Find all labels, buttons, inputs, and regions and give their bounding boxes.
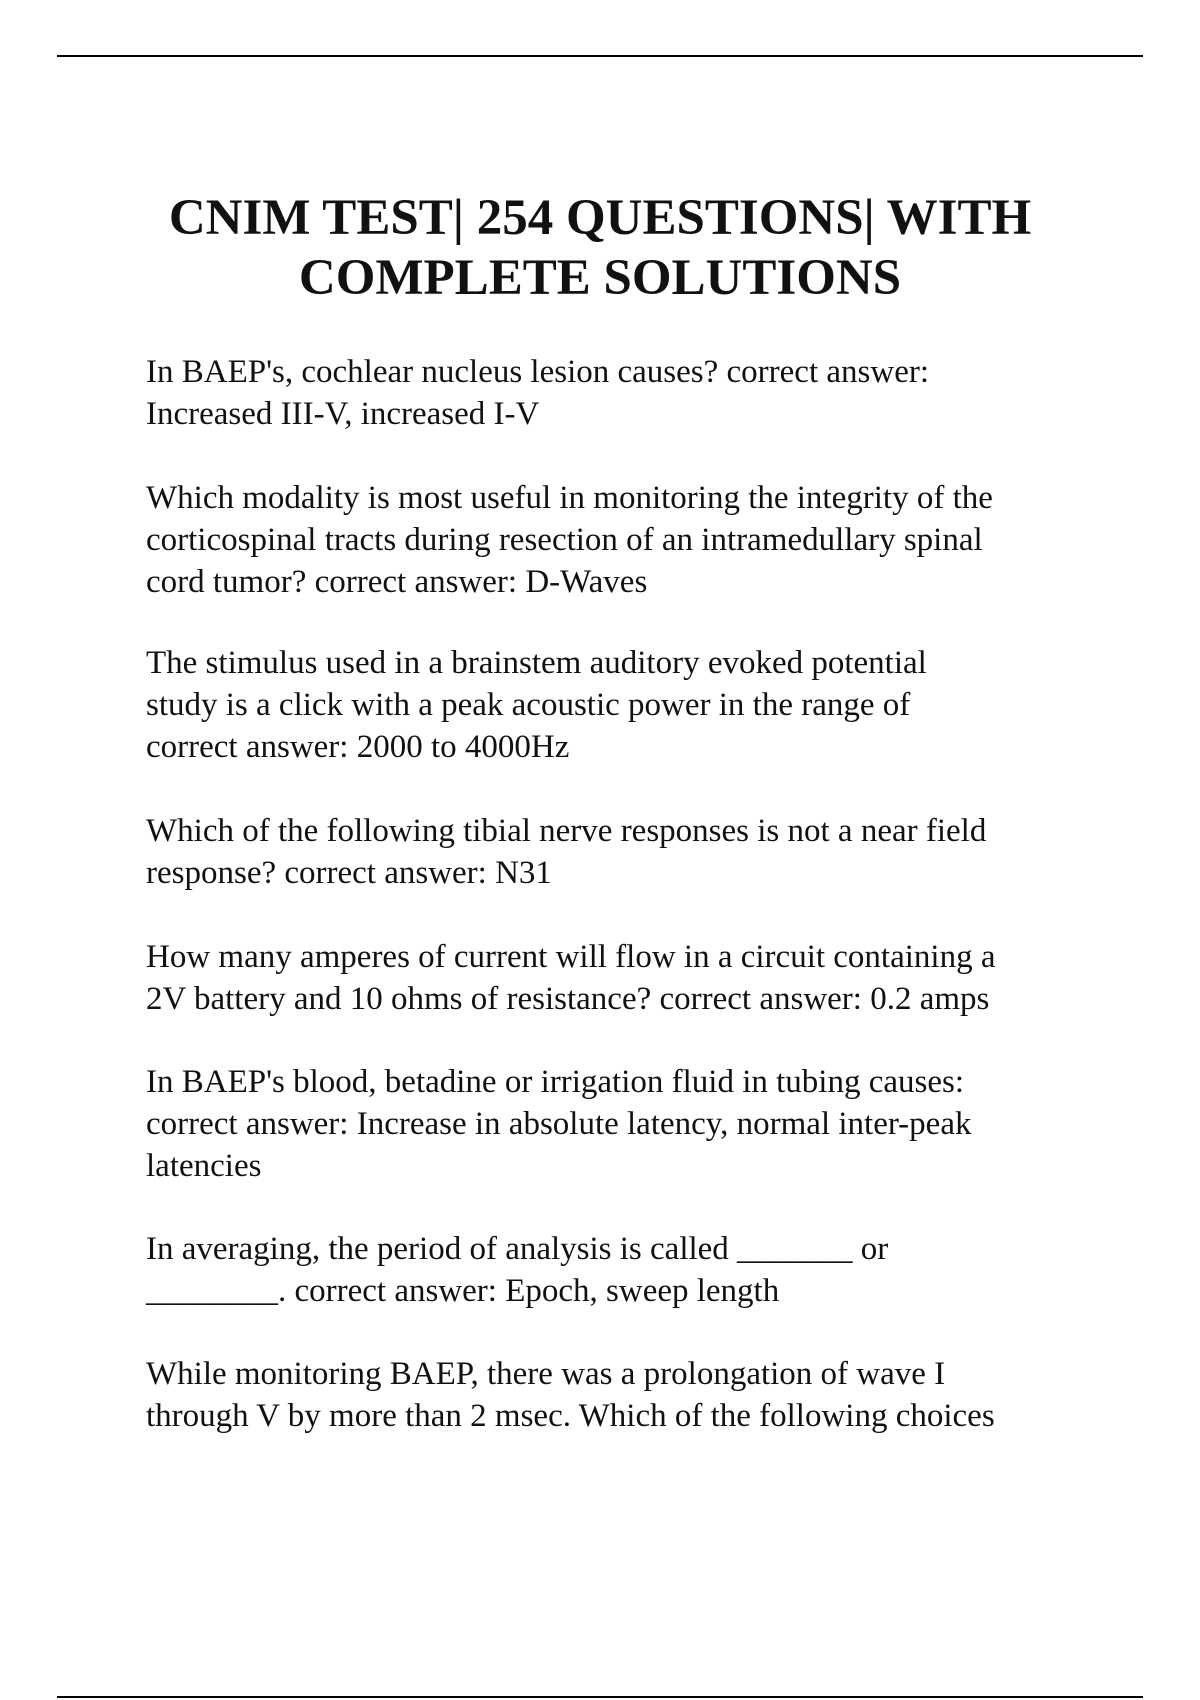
text-line: through V by more than 2 msec. Which of the following choices (146, 1398, 995, 1434)
question-paragraph (146, 477, 993, 603)
text-line: ________. correct answer: Epoch, sweep length (146, 1273, 780, 1309)
text-line: In BAEP's, cochlear nucleus lesion causes? correct answer: (146, 354, 929, 390)
text-line: latencies (146, 1148, 262, 1184)
text-line: study is a click with a peak acoustic power in the range of (146, 687, 911, 723)
text-line: The stimulus used in a brainstem auditory evoked potential (146, 645, 927, 681)
title-line: COMPLETE SOLUTIONS (298, 250, 902, 306)
header-rule (57, 55, 1143, 57)
text-line: In averaging, the period of analysis is called _______ or (146, 1231, 889, 1267)
footer-rule (57, 1696, 1143, 1698)
text-line: cord tumor? correct answer: D-Waves (146, 564, 648, 600)
question-paragraph (146, 1061, 971, 1187)
question-paragraph (146, 936, 995, 1020)
text-line: Which of the following tibial nerve responses is not a near field (146, 813, 987, 849)
text-line: In BAEP's blood, betadine or irrigation fluid in tubing causes: (146, 1064, 964, 1100)
text-line: correct answer: 2000 to 4000Hz (146, 729, 570, 765)
text-line: How many amperes of current will flow in a circuit containing a (146, 939, 996, 975)
question-paragraph (146, 351, 929, 435)
text-line: Increased III-V, increased I-V (146, 396, 540, 432)
text-line: corticospinal tracts during resection of an intramedullary spinal (146, 522, 983, 558)
question-paragraph (146, 1353, 995, 1437)
text-line: Which modality is most useful in monitoring the integrity of the (146, 480, 993, 516)
question-paragraph (146, 1228, 888, 1312)
question-paragraph (146, 642, 927, 768)
text-line: correct answer: Increase in absolute latency, normal inter-peak (146, 1106, 972, 1142)
text-line: While monitoring BAEP, there was a prolongation of wave I (146, 1356, 946, 1392)
document-title (0, 188, 1200, 308)
text-line: 2V battery and 10 ohms of resistance? correct answer: 0.2 amps (146, 981, 990, 1017)
title-line: CNIM TEST| 254 QUESTIONS| WITH (168, 190, 1032, 246)
question-paragraph (146, 810, 986, 894)
text-line: response? correct answer: N31 (146, 855, 552, 891)
